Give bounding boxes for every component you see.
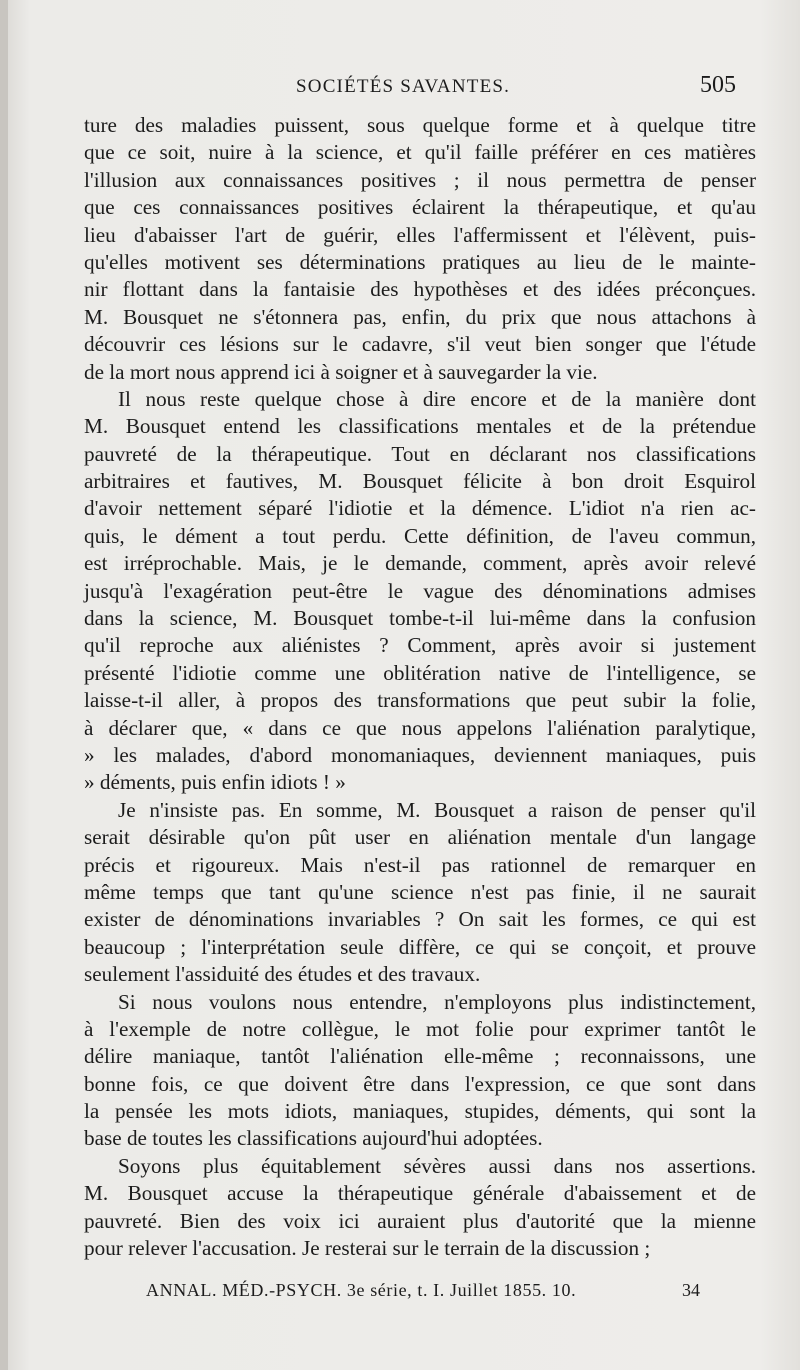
paragraph [84,112,756,386]
text-line: Il nous reste quelque chose à dire encore et de la manière dont [118,386,756,411]
text-line: quis, le dément a tout perdu. Cette définition, de l'aveu commun, [84,523,756,548]
text-line: Je n'insiste pas. En somme, M. Bousquet a raison de penser qu'il [118,797,756,822]
page-binding-edge [0,0,8,1370]
text-line: est irréprochable. Mais, je le demande, comment, après avoir relevé [84,551,756,576]
text-line: que ces connaissances positives éclairent la thérapeutique, et qu'au [84,195,756,220]
text-line: pour relever l'accusation. Je resterai sur le terrain de la discussion ; [84,1236,651,1261]
body-text [84,112,756,1262]
text-line: précis et rigoureux. Mais n'est-il pas rationnel de remarquer en [84,852,756,877]
text-line: M. Bousquet entend les classifications mentales et de la prétendue [84,414,756,439]
text-line: à déclarer que, « dans ce que nous appelons l'aliénation paralytique, [84,715,756,740]
text-line: à l'exemple de notre collègue, le mot folie pour exprimer tantôt le [84,1016,756,1041]
text-line: » déments, puis enfin idiots ! » [84,770,346,795]
text-line: lieu d'abaisser l'art de guérir, elles l'affermissent et l'élèvent, puis- [84,222,756,247]
page-footer [0,1280,800,1306]
running-title: SOCIÉTÉS SAVANTES. [296,76,511,97]
text-line: beaucoup ; l'interprétation seule diffère, ce qui se conçoit, et prouve [84,934,756,959]
footer-signature-mark: 34 [682,1280,700,1300]
text-line: M. Bousquet accuse la thérapeutique générale d'abaissement et de [84,1181,756,1206]
text-line: de la mort nous apprend ici à soigner et à sauvegarder la vie. [84,359,598,384]
text-line: d'avoir nettement séparé l'idiotie et la démence. L'idiot n'a rien ac- [84,496,756,521]
text-line: ture des maladies puissent, sous quelque forme et à quelque titre [84,113,756,137]
text-line: jusqu'à l'exagération peut-être le vague des dénominations admises [84,578,756,603]
text-line: » les malades, d'abord monomaniaques, deviennent maniaques, puis [84,742,756,767]
text-line: présenté l'idiotie comme une oblitération native de l'intelligence, se [84,660,756,685]
text-line: qu'elles motivent ses déterminations pratiques au lieu de le mainte- [84,249,756,274]
paragraph [84,1153,756,1263]
text-line: bonne fois, ce que doivent être dans l'expression, ce que sont dans [84,1071,756,1096]
text-line: M. Bousquet ne s'étonnera pas, enfin, du prix que nous attachons à [84,304,756,329]
paragraph [84,989,756,1153]
text-line: la pensée les mots idiots, maniaques, stupides, déments, qui sont la [84,1099,756,1124]
text-line: même temps que tant qu'une science n'est pas finie, il ne saurait [84,879,756,904]
text-line: nir flottant dans la fantaisie des hypothèses et des idées préconçues. [84,277,756,302]
text-line: Si nous voulons nous entendre, n'employons plus indistinctement, [118,989,756,1014]
text-line: qu'il reproche aux aliénistes ? Comment, après avoir si justement [84,633,756,658]
paragraph [84,797,756,989]
text-line: base de toutes les classifications aujourd'hui adoptées. [84,1126,543,1151]
text-line: serait désirable qu'on pût user en aliénation mentale d'un langage [84,825,756,850]
text-line: pauvreté de la thérapeutique. Tout en déclarant nos classifications [84,441,756,466]
text-line: découvrir ces lésions sur le cadavre, s'il veut bien songer que l'étude [84,332,756,357]
text-line: Soyons plus équitablement sévères aussi dans nos assertions. [118,1153,756,1178]
text-line: que ce soit, nuire à la science, et qu'il faille préférer en ces matières [84,140,756,165]
page-header [0,72,800,102]
text-line: arbitraires et fautives, M. Bousquet félicite à bon droit Esquirol [84,469,756,494]
text-line: l'illusion aux connaissances positives ; il nous permettra de penser [84,167,756,192]
footer-citation: ANNAL. MÉD.-PSYCH. 3e série, t. I. Juillet 1855. 10. [146,1280,577,1300]
text-line: seulement l'assiduité des études et des travaux. [84,962,481,987]
text-line: exister de dénominations invariables ? On sait les formes, ce qui est [84,907,756,932]
text-line: laisse-t-il aller, à propos des transformations que peut subir la folie, [84,688,756,713]
text-line: dans la science, M. Bousquet tombe-t-il lui-même dans la confusion [84,606,756,631]
text-line: délire maniaque, tantôt l'aliénation elle-même ; reconnaissons, une [84,1044,756,1069]
page-number: 505 [700,72,736,98]
paragraph [84,386,756,797]
text-line: pauvreté. Bien des voix ici auraient plus d'autorité que la mienne [84,1208,756,1233]
